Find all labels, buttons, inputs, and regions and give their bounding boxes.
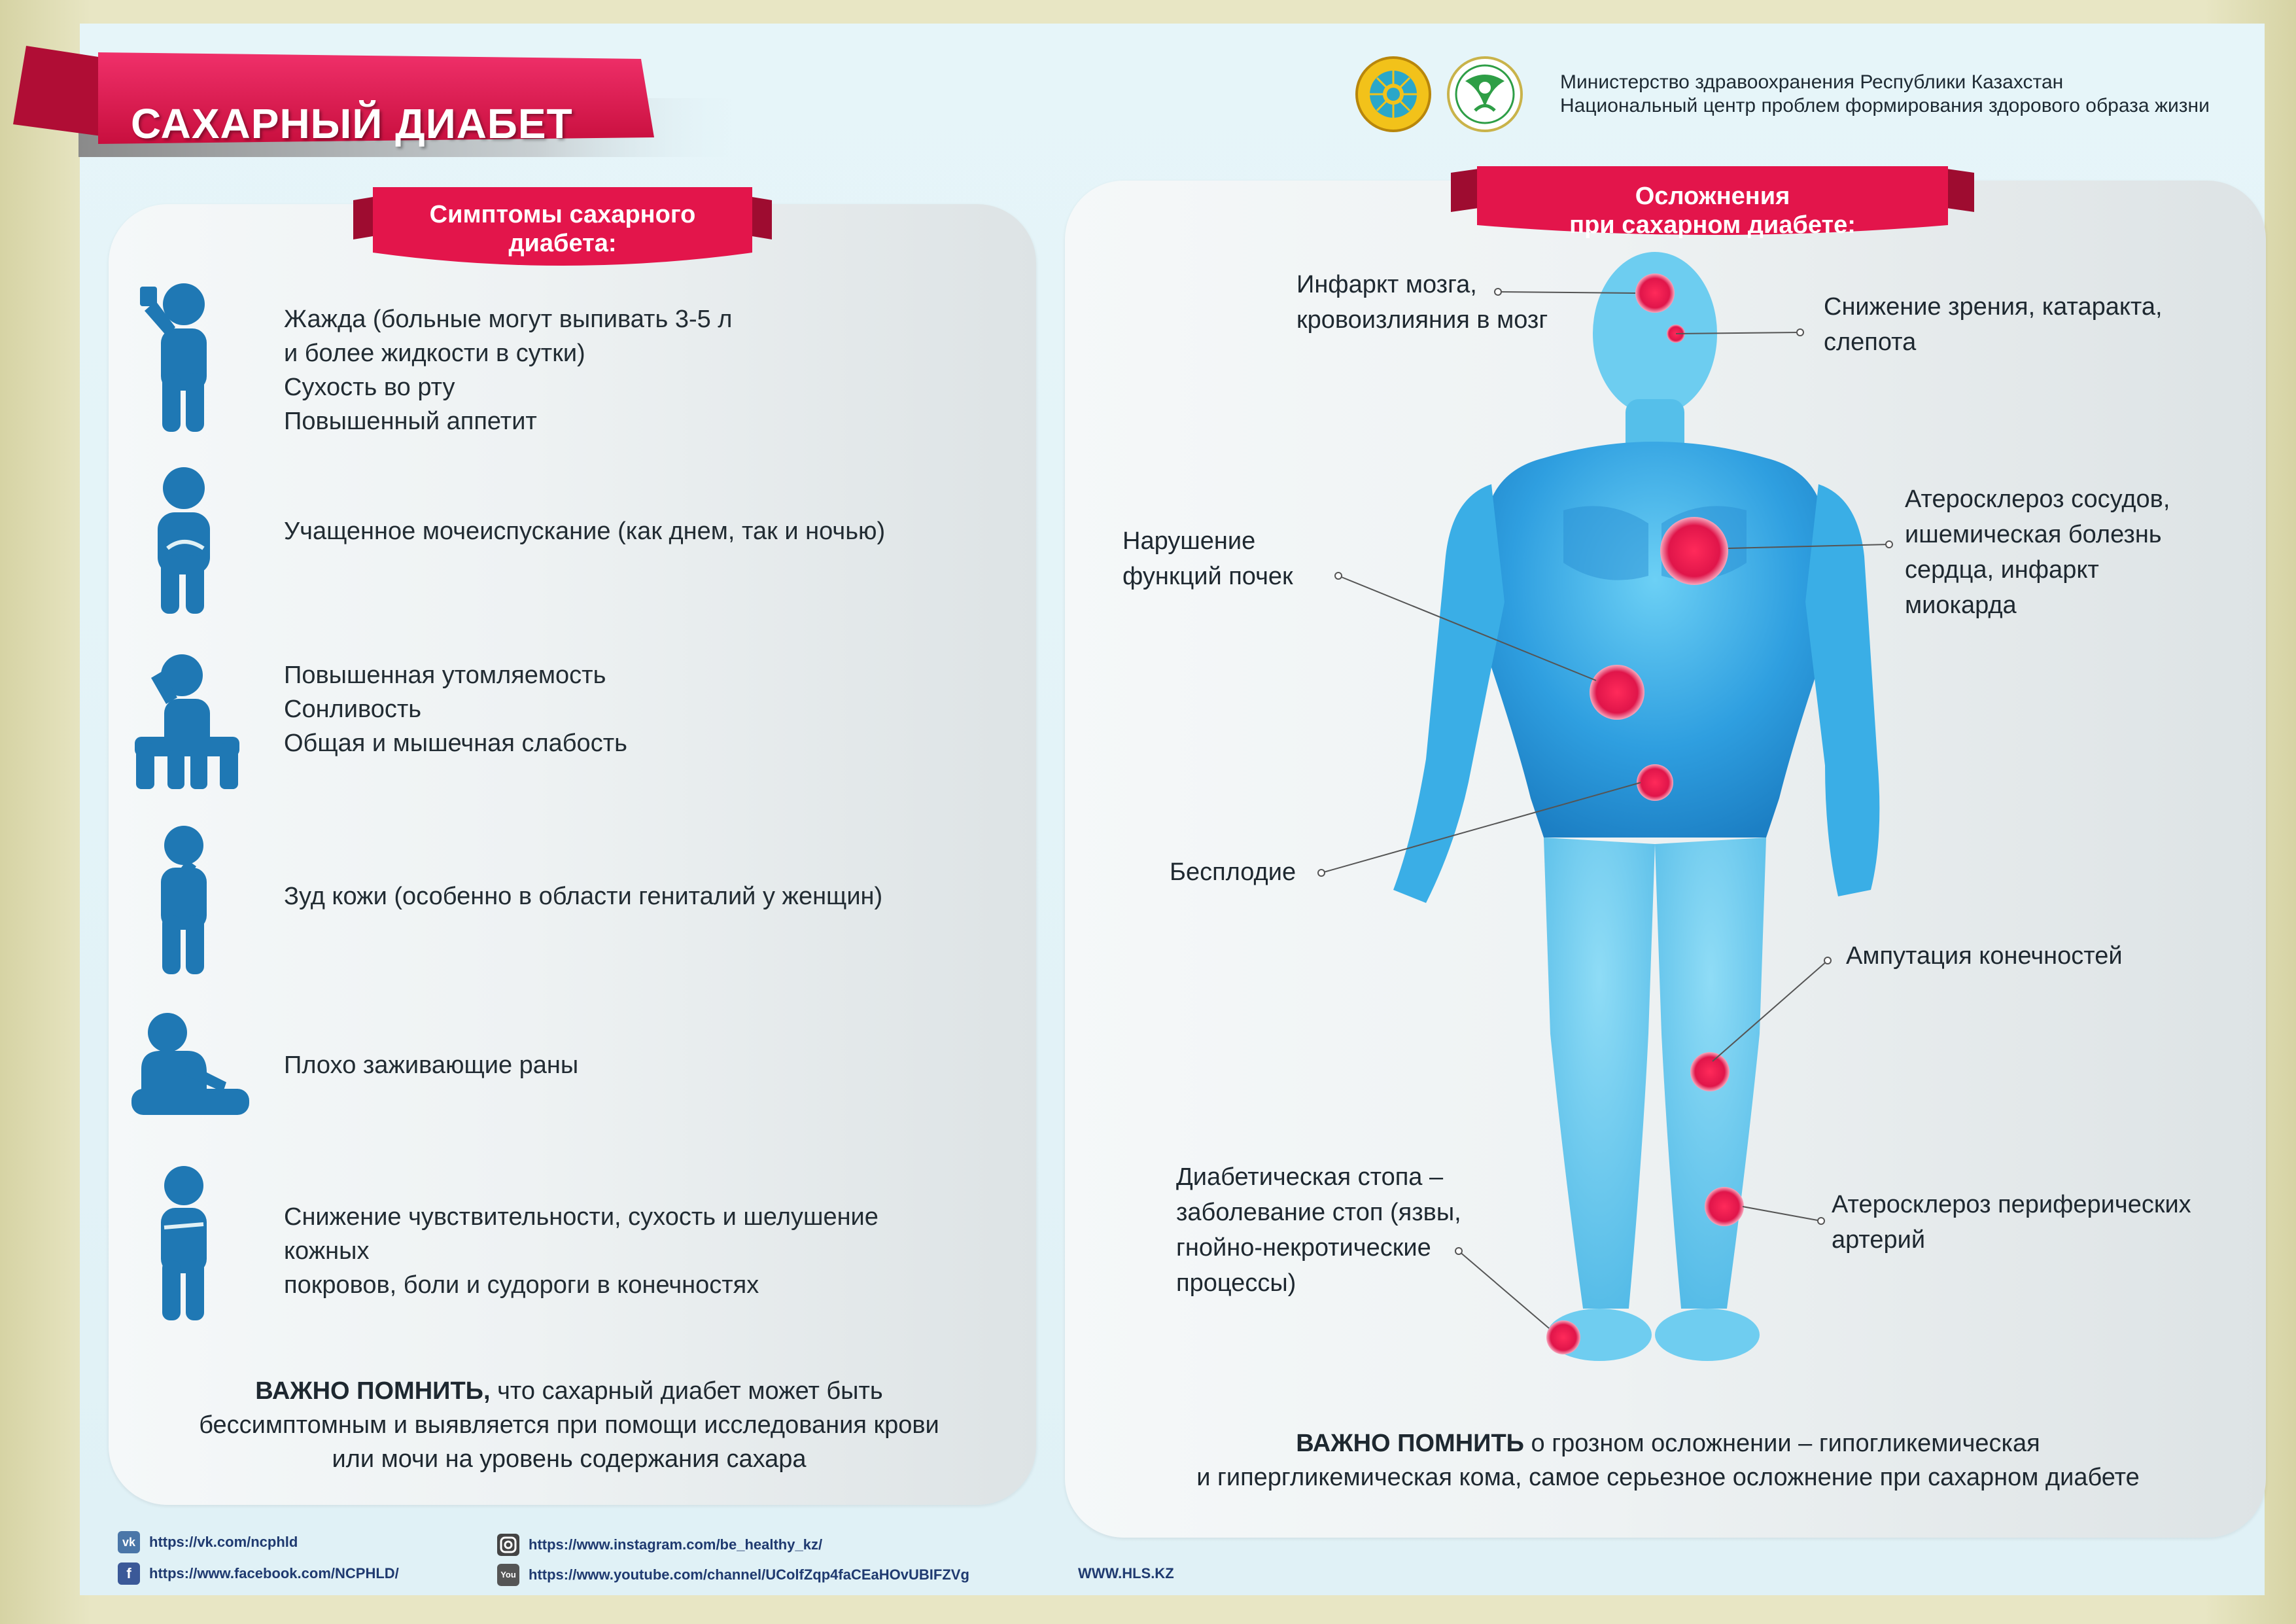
reproductive-marker <box>1637 764 1673 801</box>
page-title: САХАРНЫЙ ДИАБЕТ <box>131 100 573 147</box>
ministry-text <box>1560 71 2210 118</box>
ministry-line-2: Национальный центр проблем формирования здорового образа жизни <box>1560 95 2210 116</box>
label-line: Бесплодие <box>1170 858 1296 886</box>
label-peripheral-arteries <box>1832 1187 2191 1258</box>
symptom-text <box>284 658 627 760</box>
important-line <box>131 1374 1007 1408</box>
knee-marker <box>1690 1052 1730 1091</box>
symptom-line: Учащенное мочеиспускание (как днем, так и ночью) <box>284 518 886 545</box>
title-banner <box>0 39 739 164</box>
symptom-text <box>284 514 885 548</box>
label-infertility <box>1170 855 1296 890</box>
youtube-icon: You <box>497 1564 519 1586</box>
important-line: или мочи на уровень содержания сахара <box>332 1445 807 1473</box>
important-text: о грозном осложнении – гипогликемическая <box>1523 1430 2040 1457</box>
kazakhstan-emblem-icon <box>1354 55 1433 133</box>
thirst-person-icon <box>128 275 233 432</box>
label-line: функций почек <box>1122 563 1293 590</box>
complications-heading-ribbon <box>1451 166 1974 245</box>
label-line: ишемическая болезнь <box>1905 521 2162 548</box>
symptom-line: и более жидкости в сутки) <box>284 340 585 367</box>
symptoms-heading-ribbon <box>353 187 772 279</box>
facebook-url[interactable]: https://www.facebook.com/NCPHLD/ <box>149 1565 399 1581</box>
shin-marker <box>1705 1187 1744 1226</box>
facebook-link[interactable] <box>118 1562 399 1585</box>
symptom-line: Сонливость <box>284 696 422 723</box>
instagram-icon <box>497 1534 519 1556</box>
symptom-line: покровов, боли и судороги в конечностях <box>284 1271 759 1299</box>
symptoms-important-note <box>131 1374 1007 1476</box>
ncphld-logo-icon <box>1446 55 1524 133</box>
label-line: Атеросклероз периферических <box>1832 1191 2191 1218</box>
label-line: заболевание стоп (язвы, <box>1176 1199 1461 1226</box>
label-line: слепота <box>1824 328 1917 356</box>
complications-heading-line-2: при сахарном диабете: <box>1569 211 1856 239</box>
label-line: кровоизлияния в мозг <box>1296 306 1548 334</box>
symptoms-heading-line-2: диабета: <box>508 230 617 257</box>
brain-marker <box>1635 274 1675 313</box>
site-url[interactable]: WWW.HLS.KZ <box>1078 1565 1174 1581</box>
important-bold: ВАЖНО ПОМНИТЬ, <box>255 1377 491 1405</box>
symptom-line: Повышенная утомляемость <box>284 662 606 689</box>
eye-marker <box>1667 325 1685 343</box>
label-line: Снижение зрения, катаракта, <box>1824 293 2163 321</box>
symptom-text <box>284 1200 916 1302</box>
symptom-line: Плохо заживающие раны <box>284 1051 579 1079</box>
label-line: сердца, инфаркт <box>1905 556 2099 584</box>
instagram-link[interactable] <box>497 1534 822 1556</box>
instagram-url[interactable]: https://www.instagram.com/be_healthy_kz/ <box>529 1536 823 1553</box>
symptom-item <box>0 1001 916 1132</box>
complications-heading-line-1: Осложнения <box>1635 183 1790 210</box>
label-kidney <box>1122 523 1293 594</box>
vk-url[interactable]: https://vk.com/ncphld <box>149 1534 298 1550</box>
label-amputation <box>1846 938 2123 974</box>
symptoms-heading-line-1: Симптомы сахарного <box>429 201 696 228</box>
label-line: Нарушение <box>1122 527 1256 555</box>
important-text: что сахарный диабет может быть <box>490 1377 883 1405</box>
vk-link[interactable] <box>118 1531 298 1553</box>
important-bold: ВАЖНО ПОМНИТЬ <box>1296 1430 1524 1457</box>
symptom-item <box>0 648 916 792</box>
facebook-icon: f <box>118 1562 140 1585</box>
label-line: артерий <box>1832 1226 1926 1254</box>
kidney-marker <box>1590 665 1644 720</box>
important-line <box>1099 1426 2237 1460</box>
symptom-item <box>0 1158 916 1322</box>
symptoms-heading <box>353 200 772 258</box>
label-diabetic-foot <box>1176 1159 1461 1301</box>
label-line: Ампутация конечностей <box>1846 942 2123 970</box>
wounded-person-icon <box>128 1010 252 1128</box>
numb-person-icon <box>128 1162 233 1322</box>
symptom-line: Зуд кожи (особенно в области гениталий у женщин) <box>284 883 883 910</box>
symptom-line: Общая и мышечная слабость <box>284 730 627 757</box>
complications-heading <box>1451 182 1974 239</box>
itching-person-icon <box>128 821 233 975</box>
label-line: миокарда <box>1905 591 2017 619</box>
symptom-text <box>284 302 732 438</box>
label-line: процессы) <box>1176 1269 1296 1297</box>
symptom-line: Снижение чувствительности, сухость и шелушение кожных <box>284 1203 878 1265</box>
symptom-line: Жажда (больные могут выпивать 3-5 л <box>284 306 733 333</box>
site-link[interactable] <box>1078 1565 1174 1582</box>
tired-person-icon <box>128 652 246 789</box>
label-line: Инфаркт мозга, <box>1296 271 1477 298</box>
symptom-item <box>0 268 916 438</box>
label-brain-infarction <box>1296 267 1548 338</box>
symptom-text <box>284 879 882 913</box>
complications-important-note <box>1099 1426 2237 1494</box>
symptom-text <box>284 1048 578 1082</box>
urination-person-icon <box>128 463 233 614</box>
important-line: и гипергликемическая кома, самое серьезное осложнение при сахарном диабете <box>1196 1464 2140 1491</box>
label-line: гнойно-некротические <box>1176 1234 1431 1262</box>
vk-icon: vk <box>118 1531 140 1553</box>
youtube-link[interactable] <box>497 1564 969 1586</box>
symptom-item <box>0 458 916 615</box>
heart-marker <box>1660 517 1728 585</box>
youtube-url[interactable]: https://www.youtube.com/channel/UColfZqp4faCEaHOvUBIFZVg <box>529 1566 969 1583</box>
symptom-item <box>0 818 916 975</box>
symptom-line: Повышенный аппетит <box>284 408 537 435</box>
symptom-line: Сухость во рту <box>284 374 455 401</box>
foot-marker <box>1546 1320 1580 1354</box>
label-vision <box>1824 289 2163 360</box>
label-line: Атеросклероз сосудов, <box>1905 485 2170 513</box>
label-line: Диабетическая стопа – <box>1176 1163 1444 1191</box>
ministry-line-1: Министерство здравоохранения Республики Казахстан <box>1560 71 2064 93</box>
label-atherosclerosis-heart <box>1905 482 2170 623</box>
important-line: бессимптомным и выявляется при помощи исследования крови <box>199 1411 939 1439</box>
